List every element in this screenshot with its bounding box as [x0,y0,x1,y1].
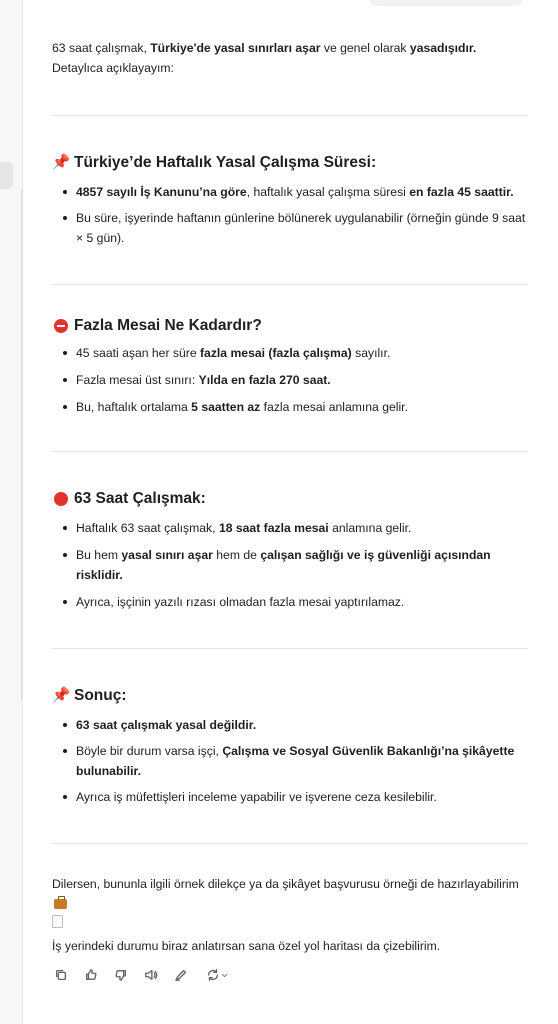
pushpin-icon: 📌 [51,687,71,704]
section-heading-legal-hours: 📌 Türkiye’de Haftalık Yasal Çalışma Süresi: [52,152,528,174]
thumbs-up-button[interactable] [82,966,100,984]
thumbs-up-icon [84,968,98,982]
copy-icon [54,968,68,982]
list-item: Fazla mesai üst sınırı: Yılda en fazla 270 saat. [52,370,528,390]
briefcase-icon [54,899,67,909]
sidebar-rail [0,0,23,1024]
copy-button[interactable] [52,966,70,984]
user-message-bubble [368,0,524,6]
list-item: 63 saat çalışmak yasal değildir. [52,715,528,735]
pushpin-icon: 📌 [51,154,71,171]
list-item: Ayrıca, işçinin yazılı rızası olmadan fazla mesai yaptırılamaz. [52,592,528,612]
list-item: Böyle bir durum varsa işçi, Çalışma ve Sosyal Güvenlik Bakanlığı’na şikâyette bulunabilir. [52,741,528,781]
regenerate-icon [206,968,220,982]
no-entry-icon [54,319,68,333]
sixty-three-hours-list [52,518,528,612]
sidebar-toggle-tab[interactable] [0,162,13,189]
section-heading-conclusion: 📌 Sonuç: [52,685,528,707]
section-heading-63-hours: 63 Saat Çalışmak: [52,488,528,510]
edit-button[interactable] [172,966,190,984]
speaker-icon [144,968,158,982]
scroll-track [21,190,22,700]
list-item: 45 saati aşan her süre fazla mesai (fazla çalışma) sayılır. [52,343,528,363]
intro-paragraph: 63 saat çalışmak, Türkiye'de yasal sınırları aşar ve genel olarak yasadışıdır. Detaylıca açıklayayım: [52,41,477,75]
closing-offer: Dilersen, bununla ilgili örnek dilekçe ya da şikâyet başvurusu örneği de hazırlayabilirim [52,874,528,934]
list-item: Haftalık 63 saat çalışmak, 18 saat fazla mesai anlamına gelir. [52,518,528,538]
thumbs-down-icon [114,968,128,982]
chevron-down-icon [220,971,229,980]
assistant-message [52,38,528,984]
list-item: Bu süre, işyerinde haftanın günlerine bölünerek uygulanabilir (örneğin günde 9 saat × 5 gün). [52,208,528,248]
message-actions [52,966,528,984]
edit-icon [174,968,188,982]
red-circle-icon [54,492,68,506]
list-item: Ayrıca iş müfettişleri inceleme yapabilir ve işverene ceza kesilebilir. [52,787,528,807]
regenerate-button[interactable] [202,966,232,984]
list-item: 4857 sayılı İş Kanunu’na göre, haftalık yasal çalışma süresi en fazla 45 saattir. [52,182,528,202]
thumbs-down-button[interactable] [112,966,130,984]
intro-bold-2: yasadışıdır. [409,41,477,55]
intro-bold-1: Türkiye'de yasal sınırları aşar [150,41,321,55]
conclusion-list [52,715,528,807]
overtime-list [52,343,528,417]
read-aloud-button[interactable] [142,966,160,984]
legal-hours-list [52,182,528,248]
list-item: Bu, haftalık ortalama 5 saatten az fazla mesai anlamına gelir. [52,397,528,417]
section-heading-overtime: Fazla Mesai Ne Kadardır? [52,315,528,337]
list-item: Bu hem yasal sınırı aşar hem de çalışan sağlığı ve iş güvenliği açısından risklidir. [52,545,528,585]
closing-roadmap: İş yerindeki durumu biraz anlatırsan sana özel yol haritası da çizebilirim. [52,939,441,953]
document-icon [52,915,63,928]
